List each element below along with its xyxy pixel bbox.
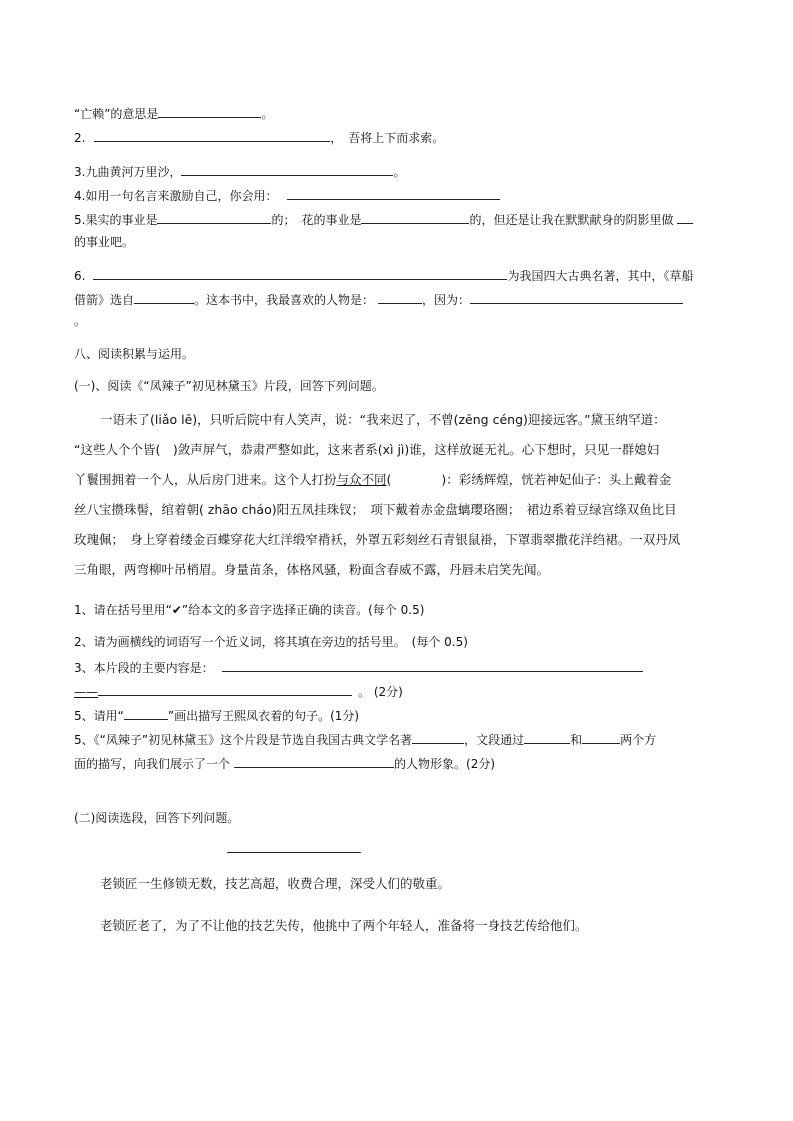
part1-question-5-line2: 面的描写，向我们展示了一个 的人物形象。(2分) [74,754,495,772]
passage-line: 丫鬟围拥着一个人，从后房门进来。这个人打扮与众不同( )：彩绣辉煌，恍若神妃仙子：头上戴着金 [74,472,672,487]
question-3: 3.九曲黄河万里沙， 。 [74,162,405,180]
part2-title: (二)阅读选段，回答下列问题。 [74,811,240,825]
part1-question-3-line2: —— 。 (2分) [74,682,403,700]
question-2: 2. ， 吾将上下而求索。 [74,128,444,146]
question-6: 6. 为我国四大古典名著，其中，《草船 [74,266,693,284]
answer-blank[interactable] [157,210,271,224]
passage-line: “这些人个个皆( )敛声屏气，恭肃严整如此，这来者系(xì jì)谁，这样放诞无礼。心下想时，只见一群媳妇 [74,442,660,457]
question-6-end: 。 [74,314,87,328]
underlined-phrase: 与众不同 [336,472,387,487]
section-heading: 八、阅读积累与运用。 [74,347,195,361]
reading-passage [74,405,722,585]
part2-paragraph: 老锁匠一生修锁无数，技艺高超，收费合理，深受人们的敬重。 [100,876,451,891]
title-blank[interactable] [227,852,361,853]
passage-line: 丝八宝攒珠髻，绾着朝( zhāo cháo)阳五凤挂珠钗； 项下戴着赤金盘螭璎珞圈； 裙边系着豆绿宫绦双鱼比目 [74,502,677,517]
answer-blank[interactable] [181,162,393,176]
answer-blank[interactable] [287,186,500,200]
passage-line: 一语未了(liǎo lē)，只听后院中有人笑声，说：“我来迟了，不曾(zēng céng)迎接远客。”黛玉纳罕道： [100,412,666,427]
question-4: 4.如用一句名言来激励自己，你会用： [74,186,500,204]
question-wangjian: “亡赖”的意思是 。 [74,104,273,122]
part1-question-5: 5、《“凤辣子”初见林黛玉》这个片段是节选自我国古典文学名著 ，文段通过 和 两个方 [74,730,656,748]
answer-blank[interactable] [134,290,194,304]
answer-blank[interactable] [234,754,394,768]
passage-line: 玫瑰佩； 身上穿着缕金百蝶穿花大红洋缎窄褙袄，外罩五彩刻丝石青银鼠褂，下罩翡翠撒花洋绉裙。一双丹凤 [74,532,681,547]
answer-blank[interactable] [582,730,620,744]
answer-blank[interactable] [470,290,683,304]
question-text: “亡赖”的意思是 [74,107,159,121]
part1-question-3: 3、本片段的主要内容是： [74,658,643,676]
question-5: 5.果实的事业是 的； 花的事业是 的，但还是让我在默默献身的阴影里做 [74,210,693,228]
answer-blank[interactable] [124,706,168,720]
answer-blank[interactable] [222,658,643,672]
answer-blank[interactable] [361,210,469,224]
answer-blank[interactable] [412,730,464,744]
part1-question-1: 1、请在括号里用“✔”给本文的多音字选择正确的读音。(每个 0.5) [74,603,425,617]
answer-blank[interactable] [94,128,330,142]
question-6-line2: 借箭》选自 。这本书中，我最喜欢的人物是： ，因为： [74,290,683,308]
answer-blank[interactable] [677,210,693,224]
part1-title: (一)、阅读《“凤辣子”初见林黛玉》片段，回答下列问题。 [74,379,384,393]
question-5-continued: 的事业吧。 [74,235,135,249]
part1-question-2: 2、请为画横线的词语写一个近义词，将其填在旁边的括号里。 (每个 0.5) [74,635,468,649]
question-number: 2. [74,131,86,145]
answer-blank[interactable] [98,682,352,696]
passage-line: 三角眼，两弯柳叶吊梢眉。身量苗条，体格风骚，粉面含春威不露，丹唇未启笑先闻。 [74,562,550,577]
answer-blank[interactable] [524,730,570,744]
answer-blank[interactable] [158,104,261,118]
answer-blank[interactable] [378,290,422,304]
answer-blank[interactable] [93,266,507,280]
part1-question-4: 5、请用“ ”画出描写王熙凤衣着的句子。(1分) [74,706,359,724]
part2-paragraph: 老锁匠老了，为了不让他的技艺失传，他挑中了两个年轻人，准备将一身技艺传给他们。 [100,918,588,933]
